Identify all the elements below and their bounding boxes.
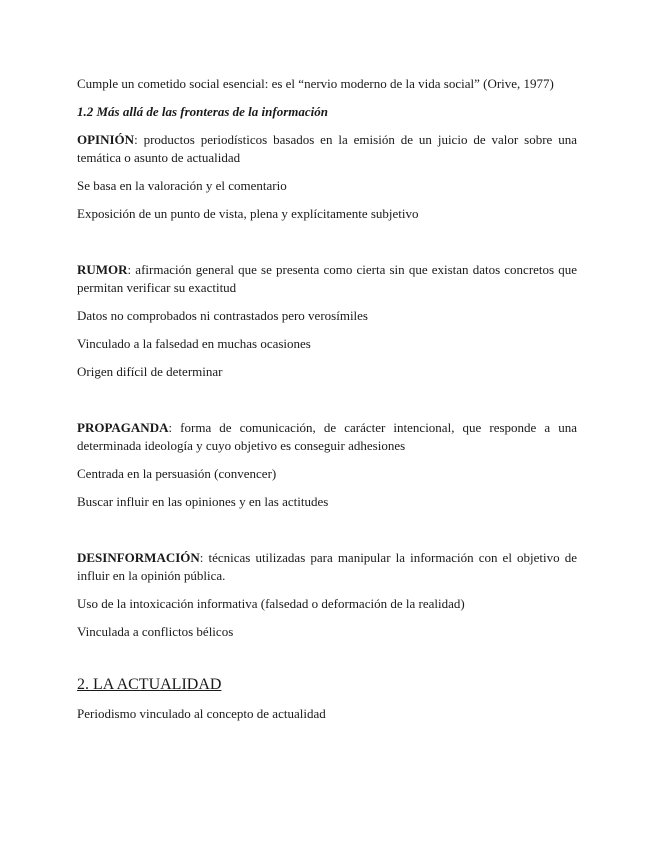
rumor-definition-text: : afirmación general que se presenta como cierta sin que existan datos concretos que permitan verificar su exactitud (77, 262, 577, 295)
desinformacion-term: DESINFORMACIÓN (77, 550, 200, 565)
rumor-term: RUMOR (77, 262, 128, 277)
section-heading: 2. LA ACTUALIDAD (77, 676, 222, 693)
rumor-point: Datos no comprobados ni contrastados pero verosímiles (77, 308, 368, 323)
opinion-term: OPINIÓN (77, 132, 135, 147)
propaganda-point: Centrada en la persuasión (convencer) (77, 466, 277, 481)
desinformacion-definition (77, 549, 577, 585)
rumor-point: Origen difícil de determinar (77, 364, 223, 379)
propaganda-definition-text: : forma de comunicación, de carácter intencional, que responde a una determinada ideología y cuyo objetivo es conseguir adhesiones (77, 420, 577, 453)
intro-paragraph: Cumple un cometido social esencial: es el “nervio moderno de la vida social” (Orive, 1977) (77, 76, 554, 91)
desinformacion-definition-text: : técnicas utilizadas para manipular la información con el objetivo de influir en la opinión pública. (77, 550, 577, 583)
desinformacion-point: Uso de la intoxicación informativa (falsedad o deformación de la realidad) (77, 596, 465, 611)
propaganda-term: PROPAGANDA (77, 420, 169, 435)
opinion-definition (77, 131, 577, 167)
opinion-point: Exposición de un punto de vista, plena y explícitamente subjetivo (77, 206, 419, 221)
opinion-definition-text: : productos periodísticos basados en la emisión de un juicio de valor sobre una temática o asunto de actualidad (77, 132, 577, 165)
subheading: 1.2 Más allá de las fronteras de la información (77, 104, 328, 119)
document-page (77, 75, 577, 723)
section-text: Periodismo vinculado al concepto de actualidad (77, 706, 326, 721)
propaganda-definition (77, 419, 577, 455)
desinformacion-point: Vinculada a conflictos bélicos (77, 624, 234, 639)
rumor-point: Vinculado a la falsedad en muchas ocasiones (77, 336, 311, 351)
opinion-point: Se basa en la valoración y el comentario (77, 178, 287, 193)
rumor-definition (77, 261, 577, 297)
propaganda-point: Buscar influir en las opiniones y en las actitudes (77, 494, 329, 509)
